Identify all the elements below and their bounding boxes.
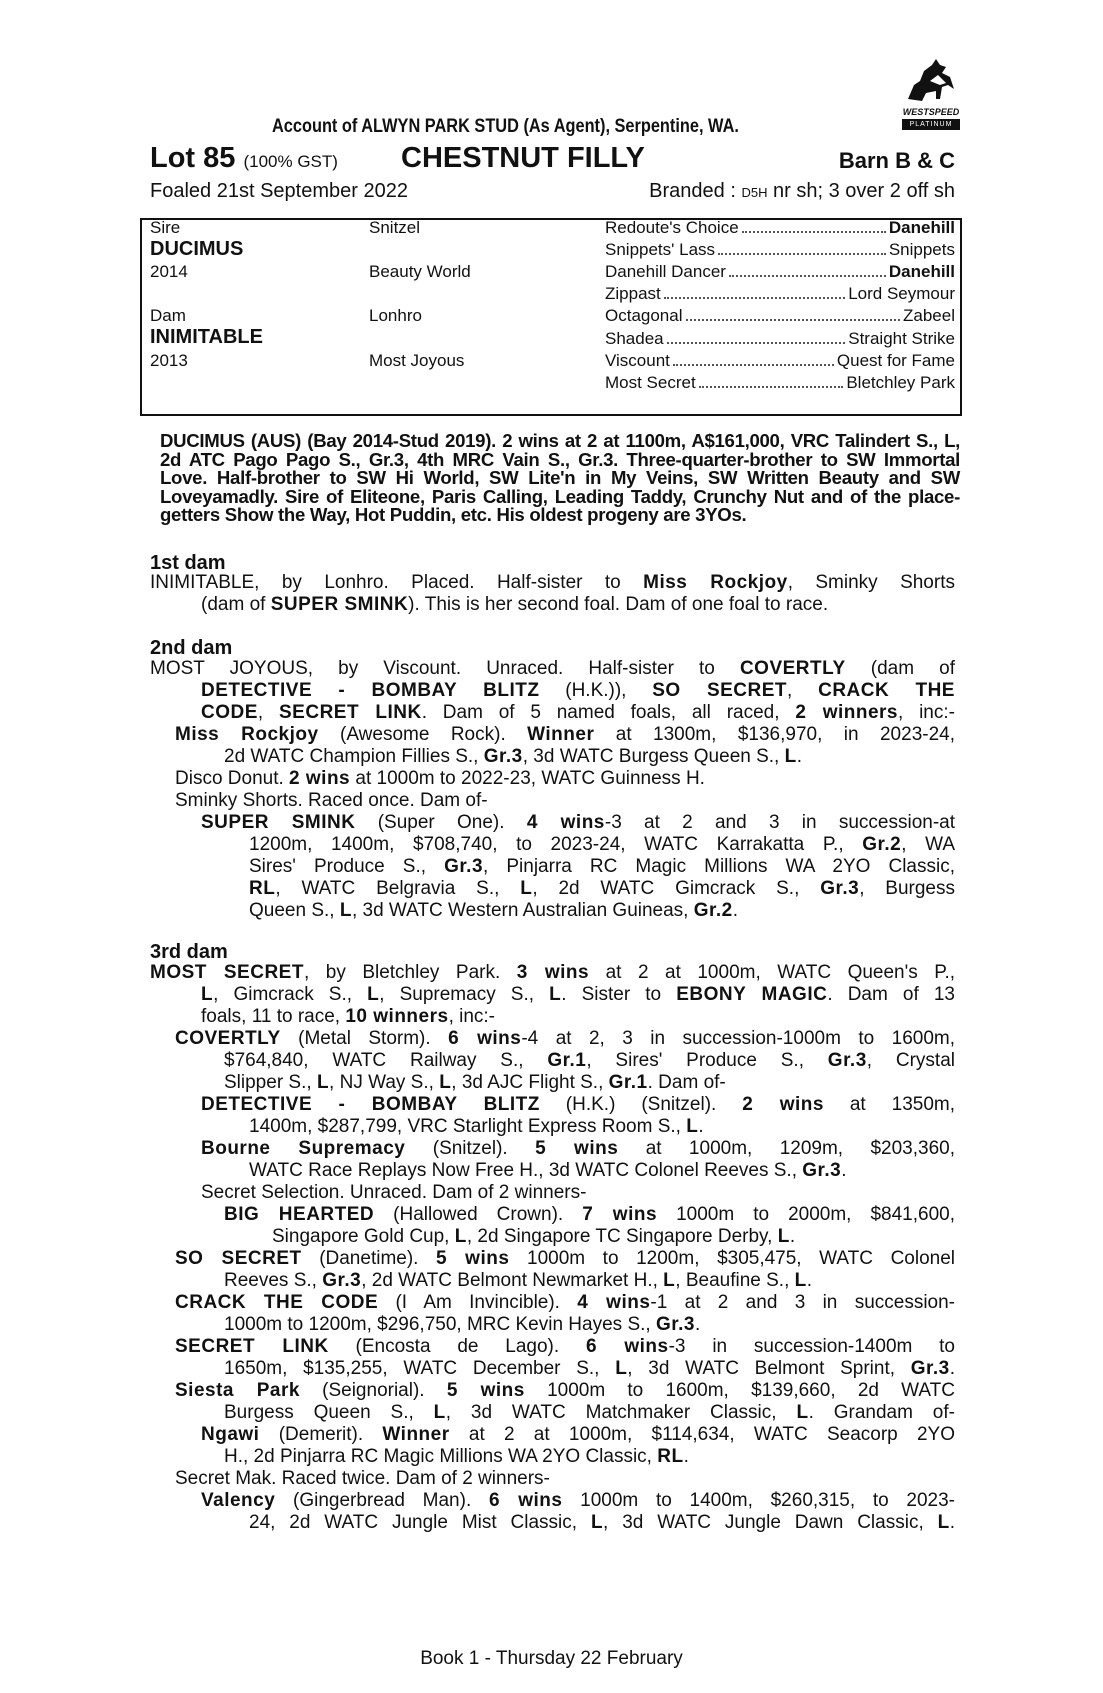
brand-mark: D5H — [741, 185, 768, 200]
text-line: Secret Mak. Raced twice. Dam of 2 winners- — [175, 1468, 550, 1489]
dam-label: Dam — [150, 306, 186, 325]
sire-sire: Snitzel — [369, 218, 421, 237]
text-line: INIMITABLE, by Lonhro. Placed. Half-sister to Miss Rockjoy, Sminky Shorts — [150, 572, 955, 593]
text-line: Valency (Gingerbread Man). 6 wins 1000m to 1400m, $260,315, to 2023- — [201, 1490, 956, 1511]
text-line: 1400m, $287,799, VRC Starlight Express Room S., L. — [249, 1116, 704, 1137]
page-footer: Book 1 - Thursday 22 February — [420, 1648, 683, 1669]
text-line: L, Gimcrack S., L, Supremacy S., L. Sister to EBONY MAGIC. Dam of 13 — [201, 984, 955, 1005]
text-line: SUPER SMINK (Super One). 4 wins-3 at 2 and 3 in succession-at — [201, 812, 956, 833]
third-dam-heading: 3rd dam — [150, 941, 228, 963]
text-line: 1650m, $135,255, WATC December S., L, 3d WATC Belmont Sprint, Gr.3. — [224, 1358, 955, 1379]
text-line: (dam of SUPER SMINK). This is her second foal. Dam of one foal to race. — [201, 594, 829, 615]
text-line: BIG HEARTED (Hallowed Crown). 7 wins 1000m to 2000m, $841,600, — [224, 1204, 955, 1225]
text-line: 24, 2d WATC Jungle Mist Classic, L, 3d WATC Jungle Dawn Classic, L. — [249, 1512, 955, 1533]
text-line: Slipper S., L, NJ Way S., L, 3d AJC Flight S., Gr.1. Dam of- — [224, 1072, 726, 1093]
ancestor-row: Viscount Quest for Fame — [605, 351, 955, 370]
text-line: 1200m, 1400m, $708,740, to 2023-24, WATC Karrakatta P., Gr.2, WA — [249, 834, 956, 855]
text-line: COVERTLY (Metal Storm). 6 wins-4 at 2, 3 in succession-1000m to 1600m, — [175, 1028, 956, 1049]
text-line: WATC Race Replays Now Free H., 3d WATC Colonel Reeves S., Gr.3. — [249, 1160, 847, 1181]
dam-year: 2013 — [150, 351, 188, 370]
text-line: Ngawi (Demerit). Winner at 2 at 1000m, $114,634, WATC Seacorp 2YO — [201, 1424, 955, 1445]
vendor-account: Account of ALWYN PARK STUD (As Agent), Serpentine, WA. — [272, 116, 739, 137]
text-line: Queen S., L, 3d WATC Western Australian Guineas, Gr.2. — [249, 900, 739, 921]
text-line: Secret Selection. Unraced. Dam of 2 winners- — [201, 1182, 587, 1203]
ancestor-row: Octagonal Zabeel — [605, 306, 955, 325]
logo-subtext: PLATINUM — [902, 119, 960, 130]
ancestor-row: Snippets' Lass Snippets — [605, 240, 955, 259]
dam-name: INIMITABLE — [150, 326, 263, 348]
lot-description: CHESTNUT FILLY — [401, 142, 645, 174]
pedigree-table — [140, 218, 962, 416]
text-line: CRACK THE CODE (I Am Invincible). 4 wins-1 at 2 and 3 in succession- — [175, 1292, 956, 1313]
text-line: DETECTIVE - BOMBAY BLITZ (H.K.)), SO SECRET, CRACK THE — [201, 680, 955, 701]
dam-dam: Most Joyous — [369, 351, 465, 370]
first-dam-heading: 1st dam — [150, 552, 226, 574]
text-line: SO SECRET (Danetime). 5 wins 1000m to 1200m, $305,475, WATC Colonel — [175, 1248, 956, 1269]
sire-summary: DUCIMUS (AUS) (Bay 2014-Stud 2019). 2 wins at 2 at 1100m, A$161,000, VRC Talindert S., L, 2d ATC Pago Pago S., Gr.3, 4th MRC Vain S., Gr.3. Three-quarter-brother to SW Immortal Love. Half-brother to SW Hi World, SW Lite'n in My Veins, SW Written Beauty and SW Loveyamadly. Sire of Eliteone, Paris Calling, Leading Taddy, Crunchy Nut and of the place-getters Show the Way, Hot Puddin, etc. His oldest progeny are 3YOs. — [160, 430, 960, 525]
westspeed-logo — [902, 55, 960, 135]
sire-dam: Beauty World — [369, 262, 471, 281]
foaling-date: Foaled 21st September 2022 — [150, 180, 408, 202]
text-line: DETECTIVE - BOMBAY BLITZ (H.K.) (Snitzel). 2 wins at 1350m, — [201, 1094, 955, 1115]
text-line: Burgess Queen S., L, 3d WATC Matchmaker Classic, L. Grandam of- — [224, 1402, 955, 1423]
sire-year: 2014 — [150, 262, 188, 281]
text-line: Sires' Produce S., Gr.3, Pinjarra RC Magic Millions WA 2YO Classic, — [249, 856, 955, 877]
text-line: Disco Donut. 2 wins at 1000m to 2022-23, WATC Guinness H. — [175, 768, 705, 789]
text-line: H., 2d Pinjarra RC Magic Millions WA 2YO Classic, RL. — [224, 1446, 689, 1467]
text-line: MOST SECRET, by Bletchley Park. 3 wins at 2 at 1000m, WATC Queen's P., — [150, 962, 956, 983]
ancestor-row: Shadea Straight Strike — [605, 329, 955, 348]
branding: Branded : D5H nr sh; 3 over 2 off sh — [649, 180, 955, 202]
barn-location: Barn B & C — [838, 148, 955, 173]
text-line: Sminky Shorts. Raced once. Dam of- — [175, 790, 488, 811]
text-line: 2d WATC Champion Fillies S., Gr.3, 3d WATC Burgess Queen S., L. — [224, 746, 803, 767]
text-line: foals, 11 to race, 10 winners, inc:- — [201, 1006, 496, 1027]
sire-label: Sire — [150, 218, 181, 237]
ancestor-row: Redoute's Choice Danehill — [605, 218, 955, 237]
text-line: Bourne Supremacy (Snitzel). 5 wins at 1000m, 1209m, $203,360, — [201, 1138, 955, 1159]
text-line: Miss Rockjoy (Awesome Rock). Winner at 1300m, $136,970, in 2023-24, — [175, 724, 955, 745]
lot-number: Lot 85 (100% GST) — [150, 142, 338, 174]
text-line: Reeves S., Gr.3, 2d WATC Belmont Newmarket H., L, Beaufine S., L. — [224, 1270, 813, 1291]
ancestor-row: Danehill Dancer Danehill — [605, 262, 955, 281]
text-line: MOST JOYOUS, by Viscount. Unraced. Half-sister to COVERTLY (dam of — [150, 658, 955, 679]
text-line: SECRET LINK (Encosta de Lago). 6 wins-3 in succession-1400m to — [175, 1336, 955, 1357]
text-line: 1000m to 1200m, $296,750, MRC Kevin Hayes S., Gr.3. — [224, 1314, 701, 1335]
logo-wordmark: WESTSPEED — [902, 107, 960, 117]
text-line: Siesta Park (Seignorial). 5 wins 1000m to 1600m, $139,660, 2d WATC — [175, 1380, 955, 1401]
lot-header — [150, 142, 955, 176]
sire-name: DUCIMUS — [150, 238, 244, 260]
gst-note: (100% GST) — [243, 152, 338, 171]
ancestor-row: Most Secret Bletchley Park — [605, 373, 955, 392]
text-line: Singapore Gold Cup, L, 2d Singapore TC Singapore Derby, L. — [272, 1226, 796, 1247]
text-line: $764,840, WATC Railway S., Gr.1, Sires' Produce S., Gr.3, Crystal — [224, 1050, 955, 1071]
dam-sire: Lonhro — [369, 306, 422, 325]
second-dam-heading: 2nd dam — [150, 637, 233, 659]
ancestor-row: Zippast Lord Seymour — [605, 284, 955, 303]
text-line: CODE, SECRET LINK. Dam of 5 named foals, all raced, 2 winners, inc:- — [201, 702, 955, 723]
text-line: RL, WATC Belgravia S., L, 2d WATC Gimcrack S., Gr.3, Burgess — [249, 878, 956, 899]
horse-logo-icon — [902, 55, 960, 107]
